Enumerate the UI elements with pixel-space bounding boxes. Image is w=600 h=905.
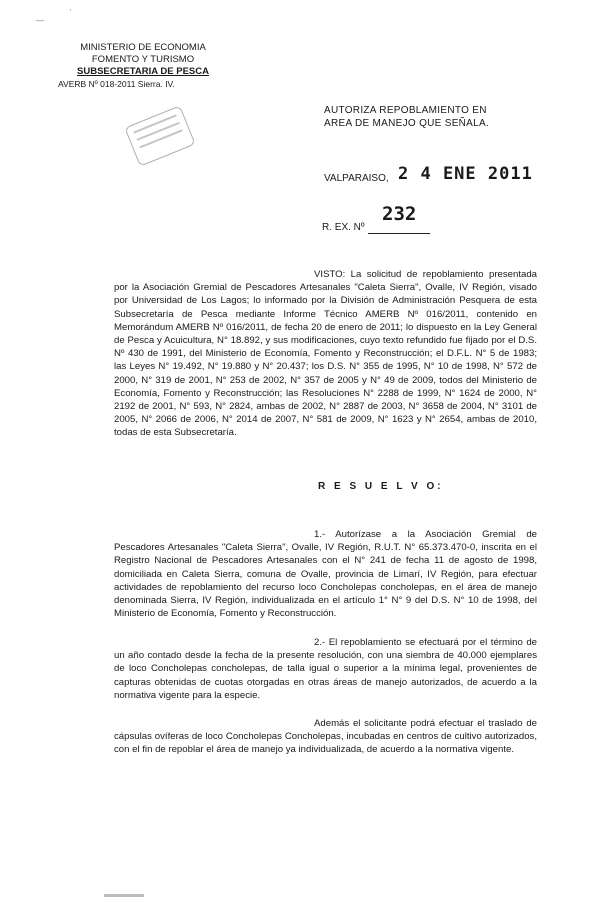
letterhead-ministry-2: FOMENTO Y TURISMO [91,54,195,65]
article-1 [114,528,537,620]
article-2-text: 2.- El repoblamiento se efectuará por el término de un año contado desde la fecha de la presente resolución, con una siembra de 40.000 ejemplares de loco Concholepas concholepas, de talla igual o superior a la mínima legal, provenientes de capturas obtenidas de cuotas otorgadas en otras áreas de manejo autorizados, de acuerdo a la normativa vigente para la especie. [114,637,537,701]
resolution-underline [368,233,430,234]
document-subject: AUTORIZA REPOBLAMIENTO EN AREA DE MANEJO QUE SEÑALA. [324,105,490,129]
letterhead [58,42,228,90]
margin-mark-top: ' [70,8,72,17]
visto-paragraph [114,268,537,440]
margin-mark: — [36,16,44,25]
faint-stamp [124,105,195,166]
place-label: VALPARAISO, [324,173,389,184]
article-2-continued-text: Además el solicitante podrá efectuar el traslado de cápsulas ovíferas de loco Concholepas Concholepas, incubadas en centros de cultivo autorizados, con el fin de repoblar el área de manejo ya individualizada, de acuerdo a la normativa vigente. [114,718,537,756]
letterhead-reference: AVERB Nº 018-2011 Sierra. IV. [58,79,175,89]
letterhead-subsecretaria: SUBSECRETARIA DE PESCA [77,66,209,77]
resolution-number: 232 [382,203,417,225]
article-2-continued [114,717,537,757]
resuelvo-heading: R E S U E L V O: [318,481,444,492]
stamped-date: 2 4 ENE 2011 [398,164,533,184]
article-2 [114,636,537,702]
visto-text: VISTO: La solicitud de repoblamiento presentada por la Asociación Gremial de Pescadores Artesanales "Caleta Sierra", Ovalle, IV Región, visado por Universidad de Los Lagos; lo informado por la División de Administración Pesquera de esta Subsecretaría de Pesca mediante Informe Técnico AMERB Nº 016/2011, contenido en Memorándum AMERB Nº 016/2011, de fecha 20 de enero de 2011; lo dispuesto en la Ley General de Pesca y Acuicultura, N° 18.892, y sus modificaciones, cuyo texto refundido fue fijado por el D.S. Nº 430 de 1991, del Ministerio de Economía, Fomento y Reconstrucción; el D.F.L. N° 5 de 1983; las Leyes N° 19.492, N° 19.880 y N° 20.437; los D.S. N° 355 de 1995, N° 10 de 1998, N° 572 de 2000, N° 319 de 2001, N° 253 de 2002, N° 357 de 2005 y N° 49 de 2009, todos del Ministerio de Economía, Fomento y Reconstrucción; las Resoluciones N° 2288 de 1999, N° 1624 de 2000, N° 2192 de 2001, N° 593, N° 2824, ambas de 2002, N° 2887 de 2003, N° 3658 de 2004, N° 3101 de 2005, N° 2066 de 2006, N° 2014 de 2007, N° 581 de 2009, N° 1623 y N° 2654, ambas de 2010, todas de esta Subsecretaría. [114,269,537,439]
letterhead-ministry: MINISTERIO DE ECONOMIA [80,42,206,53]
article-1-text: 1.- Autorízase a la Asociación Gremial de Pescadores Artesanales "Caleta Sierra", Ovalle, IV Región, R.U.T. N° 65.373.470-0, inscrita en el Registro Nacional de Pescadores Artesanales con el N° 241 de fecha 11 de agosto de 1998, domiciliada en Caleta Sierra, comuna de Ovalle, provincia de Limarí, IV Región, para efectuar actividades de repoblamiento del recurso loco Concholepas concholepas, en el área de manejo denominada Sierra, IV Región, individualizada en el artículo 1° N° 9 del D.S. N° 10 de 1998, del Ministerio de Economía, Fomento y Reconstrucción. [114,529,537,620]
footer-mark [104,894,144,897]
resolution-label: R. EX. Nº [322,222,365,233]
